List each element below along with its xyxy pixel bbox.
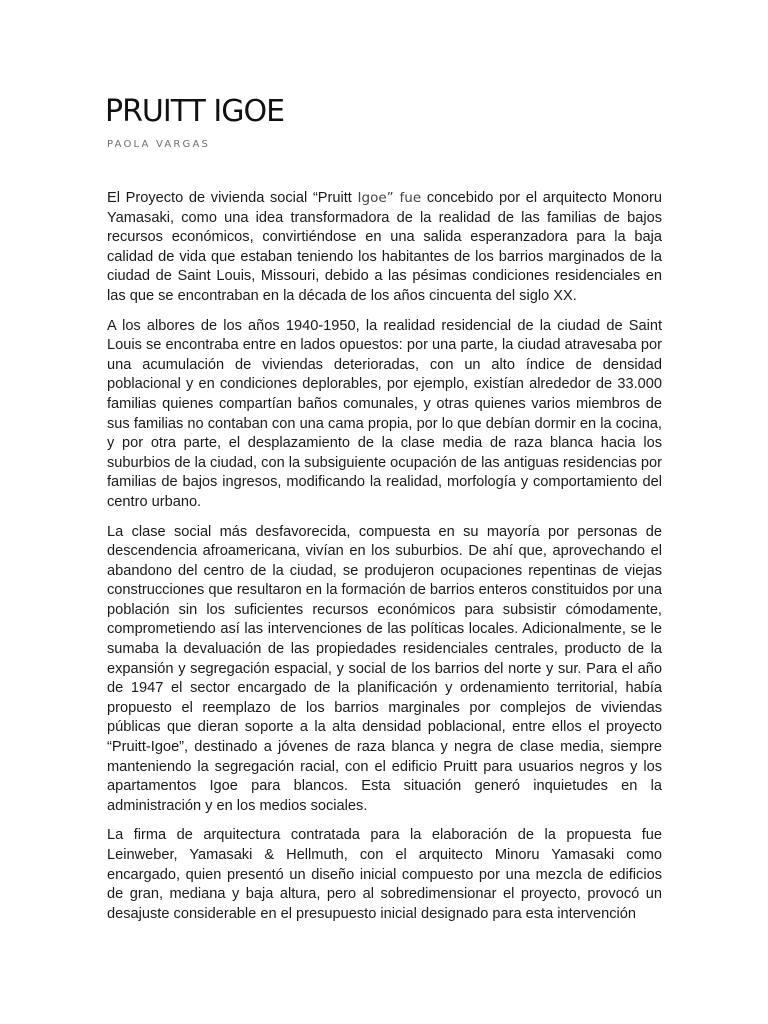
- paragraph: [107, 189, 662, 307]
- document-body: [107, 189, 662, 934]
- paragraph-text: concebido por el arquitecto Monoru Yamasaki, como una idea transformadora de la realidad de las familias de bajos recursos económicos, convirtiéndose en una salida esperanzadora para la baja calidad de vida que estaban teniendo los habitantes de los barrios marginados de la ciudad de Saint Louis, Missouri, debido a las pésimas condiciones residenciales en las que se encontraban en la década de los años cincuenta del siglo XX.: [107, 190, 663, 304]
- paragraph-text-alt-font: Igoe” fue: [357, 190, 422, 206]
- document-title: PRUITT IGOE: [105, 94, 285, 129]
- document-author: PAOLA VARGAS: [107, 139, 211, 150]
- paragraph: A los albores de los años 1940-1950, la realidad residencial de la ciudad de Saint Louis se encontraba entre en lados opuestos: por una parte, la ciudad atravesaba por una acumulación de viviendas deterioradas, con un alto índice de densidad poblacional y en condiciones deplorables, por ejemplo, existían alrededor de 33.000 familias quienes compartían baños comunales, y otras quienes varios miembros de sus familias no contaban con una cama propia, por lo que debían dormir en la cocina, y por otra parte, el desplazamiento de la clase media de raza blanca hacia los suburbios de la ciudad, con la subsiguiente ocupación de las antiguas residencias por familias de bajos ingresos, modificando la realidad, morfología y comportamiento del centro urbano.: [107, 317, 662, 510]
- paragraph-text: El Proyecto de vivienda social “Pruitt: [107, 190, 358, 206]
- paragraph: La clase social más desfavorecida, compuesta en su mayoría por personas de descendencia afroamericana, vivían en los suburbios. De ahí que, aprovechando el abandono del centro de la ciudad, se produjeron ocupaciones repentinas de viejas construcciones que resultaron en la formación de barrios enteros constituidos por una población sin los suficientes recursos económicos para subsistir cómodamente, comprometiendo así las intervenciones de las políticas locales. Adicionalmente, se le sumaba la devaluación de las propiedades residenciales centrales, producto de la expansión y segregación espacial, y social de los barrios del norte y sur. Para el año de 1947 el sector encargado de la planificación y ordenamiento territorial, había propuesto el reemplazo de los barrios marginales por complejos de viviendas públicas que dieran soporte a la alta densidad poblacional, entre ellos el proyecto “Pruitt-Igoe”, destinado a jóvenes de raza blanca y negra de clase media, siempre manteniendo la segregación racial, con el edificio Pruitt para usuarios negros y los apartamentos Igoe para blancos. Esta situación generó inquietudes en la administración y en los medios sociales.: [107, 523, 662, 814]
- paragraph: La firma de arquitectura contratada para la elaboración de la propuesta fue Leinweber, Yamasaki & Hellmuth, con el arquitecto Minoru Yamasaki como encargado, quien presentó un diseño inicial compuesto por una mezcla de edificios de gran, mediana y baja altura, pero al sobredimensionar el proyecto, provocó un desajuste considerable en el presupuesto inicial designado para esta intervención: [107, 827, 662, 922]
